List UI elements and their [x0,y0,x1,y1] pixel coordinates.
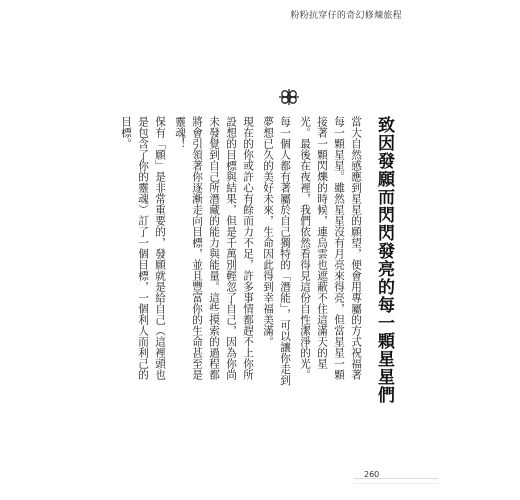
running-header: 粉粉抗穿仔的奇幻修煉旅程 [290,11,402,21]
paragraph: 當大自然感應到星星的願望，便會用專屬的方式祝福著每一顆星星。雖然星星沒有月亮來得亮，但當星星一顆接著一顆閃爍的時候，連烏雲也遮蔽不住這滿天的星光。最後在夜裡，我們依然看得見這份自性潔淨的光。 [299,116,362,380]
chapter-title: 致因發願而閃閃發亮的每一顆星星們 [374,116,394,404]
paragraph: 現在的你或許心有餘而力不足，許多事情都趕不上你所設想的目標與結果，但是千萬別輕忽了自己，因為你尚未發覺到自己所潛藏的能力與能量。這些摸索的過程都將會引領著你逐漸走向目標，並且豐富你的生命甚至是靈魂！ [174,116,254,380]
knot-ornament-icon [278,88,300,106]
paragraph: 保有「願」是非常重要的，發願就是給自己（這裡頭也是包含了你的靈魂）訂了一個目標，一個利人而利己的目標。 [120,116,166,380]
body-text [114,116,364,386]
footer-rule [354,478,438,484]
paragraph: 每一個人都有著屬於自己獨特的「潛能」，可以讓你走到夢想已久的美好未來，生命因此得到幸福美滿。 [262,116,291,386]
page-number: 260 [364,470,380,479]
